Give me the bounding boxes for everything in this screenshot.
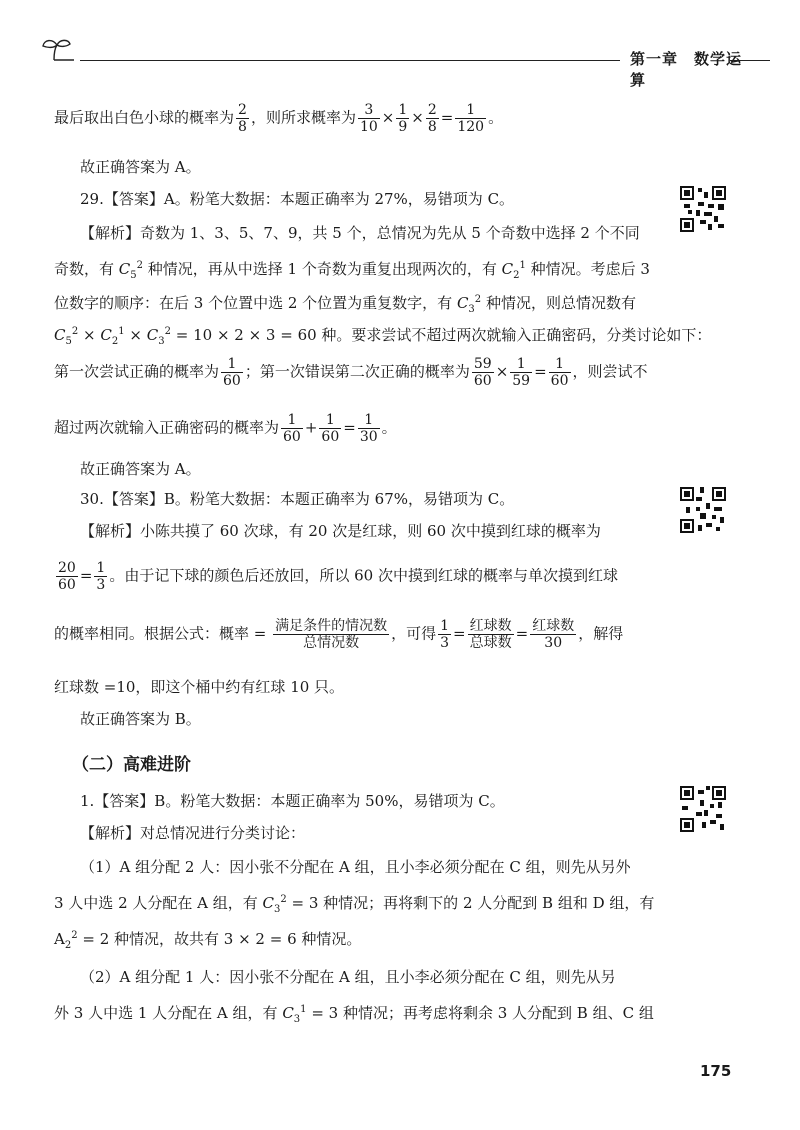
sprout-icon [40, 36, 74, 62]
header-rule-right [730, 60, 770, 61]
fraction: $\frac{1}{60}$ [550, 356, 569, 389]
answer-header-30: 30.【答案】B。粉笔大数据：本题正确率为 67%，易错项为 C。 [80, 490, 515, 508]
text-line: 外 3 人中选 1 人分配在 A 组，有 $C_3^1 = 3$ 种情况；再考虑将剩余 3 人分配到 B 组、C 组 [54, 1004, 654, 1025]
text-line: 位数字的顺序：在后 3 个位置中选 2 个位置为重复数字，有 $C_3^2$ 种情况，则总情况数有 [54, 294, 636, 315]
answer-line: 故正确答案为 B。 [80, 710, 201, 728]
running-header [40, 36, 770, 89]
fraction: $\frac{59}{60}$ [473, 356, 492, 389]
analysis-line: 【解析】奇数为 1、3、5、7、9，共 5 个，总情况为先从 5 个奇数中选择 2 个不同 [80, 224, 640, 242]
fraction: $\frac{2}{8}$ [427, 102, 437, 135]
text-line: 3 人中选 2 人分配在 A 组，有 $C_3^2 = 3$ 种情况；再将剩下的 2 人分配到 B 组和 D 组，有 [54, 894, 655, 915]
text-line: $A_2^2 = 2$ 种情况，故共有 3 × 2 = 6 种情况。 [54, 930, 362, 951]
analysis-line: 【解析】对总情况进行分类讨论： [80, 824, 306, 842]
answer-header-1: 1.【答案】B。粉笔大数据：本题正确率为 50%，易错项为 C。 [80, 792, 505, 810]
qr-code-icon[interactable] [680, 487, 726, 533]
fraction: $\frac{1}{3}$ [96, 560, 106, 593]
text-line: （2）A 组分配 1 人：因小张不分配在 A 组，且小李必须分配在 C 组，则先从另 [80, 968, 616, 986]
fraction: $\frac{1}{60}$ [321, 412, 340, 445]
fraction: $\frac{3}{10}$ [359, 102, 378, 135]
fraction: 红球数 30 [532, 618, 575, 651]
text-line: 最后取出白色小球的概率为 $\frac{2}{8}$ ，则所求概率为 $\frac{3}{10}$ × $\frac{1}{9}$ × $\frac{2}{8}$ = $\frac{1}{120}$ 。 [54, 102, 504, 135]
text-line: 的概率相同。根据公式：概率 = 满足条件的情况数 总情况数 ，可得 $\frac{1}{3}$ = 红球数 总球数 = 红球数 30 ，解得 [54, 618, 624, 651]
fraction: $\frac{1}{60}$ [223, 356, 241, 389]
fraction: $\frac{1}{3}$ [440, 618, 450, 651]
fraction: 满足条件的情况数 总情况数 [275, 618, 388, 651]
fraction: $\frac{2}{8}$ [238, 102, 247, 135]
text-line: $\frac{20}{60}$ = $\frac{1}{3}$ 。由于记下球的颜色后还放回，所以 60 次中摸到红球的概率与单次摸到红球 [58, 560, 618, 593]
section-heading: （二）高难进阶 [72, 755, 191, 775]
header-rule-left [80, 60, 620, 61]
fraction: $\frac{1}{9}$ [398, 102, 408, 135]
analysis-line: 【解析】小陈共摸了 60 次球，有 20 次是红球，则 60 次中摸到红球的概率为 [80, 522, 601, 540]
chapter-title: 第一章 数学运算 [630, 50, 743, 89]
fraction: $\frac{1}{30}$ [359, 412, 378, 445]
fraction: $\frac{1}{120}$ [457, 102, 485, 135]
fraction: $\frac{1}{60}$ [283, 412, 301, 445]
fraction: 红球数 总球数 [469, 618, 512, 651]
page-number: 175 [700, 1062, 732, 1080]
qr-code-icon[interactable] [680, 186, 726, 232]
answer-line: 故正确答案为 A。 [80, 460, 201, 478]
qr-code-icon[interactable] [680, 786, 726, 832]
answer-header-29: 29.【答案】A。粉笔大数据：本题正确率为 27%，易错项为 C。 [80, 190, 515, 208]
fraction: $\frac{20}{60}$ [58, 560, 76, 593]
text-line: $C_5^2 \times C_2^1 \times C_3^2 = 10 \times 2 \times 3 = 60$ 种。要求尝试不超过两次就输入正确密码，分类讨论如下： [54, 326, 712, 347]
text-line: 红球数 =10，即这个桶中约有红球 10 只。 [54, 678, 345, 696]
text-line: （1）A 组分配 2 人：因小张不分配在 A 组，且小李必须分配在 C 组，则先从另外 [80, 858, 631, 876]
answer-line: 故正确答案为 A。 [80, 158, 201, 176]
text-line: 奇数，有 $C_5^2$ 种情况，再从中选择 1 个奇数为重复出现两次的，有 $C_2^1$ 种情况。考虑后 3 [54, 260, 650, 281]
text-line: 超过两次就输入正确密码的概率为 $\frac{1}{60}$ + $\frac{1}{60}$ = $\frac{1}{30}$ 。 [54, 412, 397, 445]
fraction: $\frac{1}{59}$ [512, 356, 531, 389]
text-line: 第一次尝试正确的概率为 $\frac{1}{60}$ ；第一次错误第二次正确的概率为 $\frac{59}{60}$ × $\frac{1}{59}$ = $\frac{1}{60}$ ，则尝试不 [54, 356, 648, 389]
